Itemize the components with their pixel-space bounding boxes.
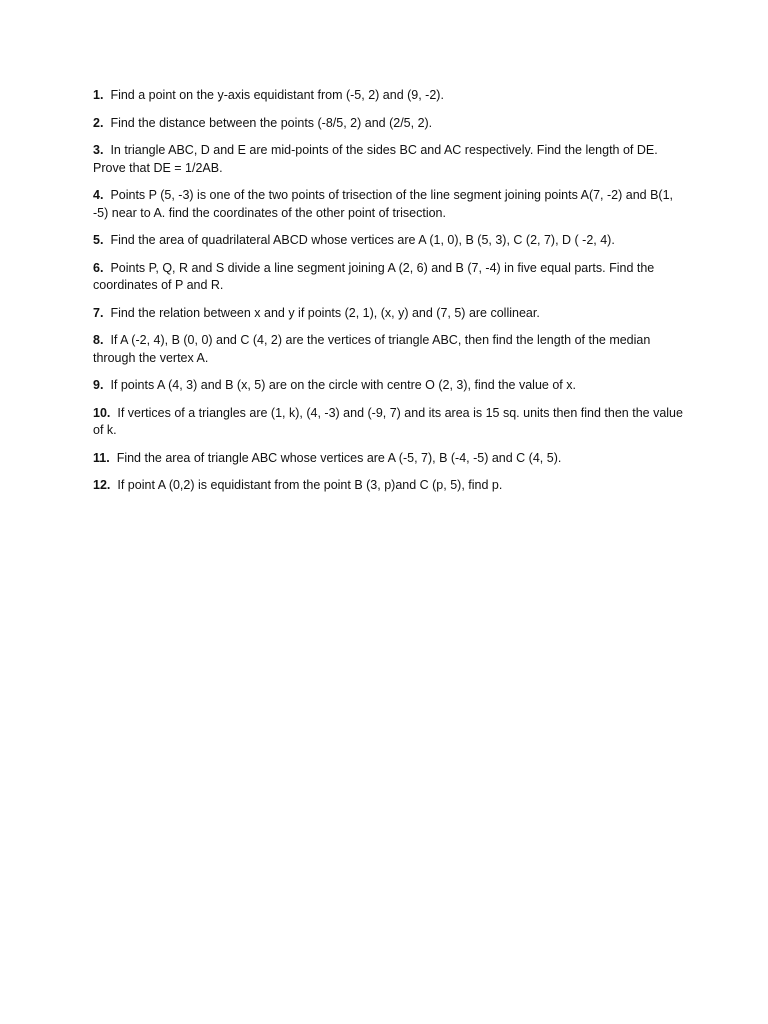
question-text: If A (-2, 4), B (0, 0) and C (4, 2) are the vertices of triangle ABC, then find the length of the median through the vertex A. (93, 333, 651, 365)
question-item (93, 187, 683, 222)
question-number: 1. (93, 88, 104, 102)
question-text: Find the area of quadrilateral ABCD whose vertices are A (1, 0), B (5, 3), C (2, 7), D ( -2, 4). (110, 233, 615, 247)
question-number: 4. (93, 188, 104, 202)
question-text: Find a point on the y-axis equidistant from (-5, 2) and (9, -2). (110, 88, 444, 102)
question-text: If vertices of a triangles are (1, k), (4, -3) and (-9, 7) and its area is 15 sq. units then find then the value of k. (93, 405, 683, 437)
question-number: 5. (93, 233, 104, 247)
question-list (93, 87, 683, 505)
question-text: Find the distance between the points (-8/5, 2) and (2/5, 2). (110, 115, 433, 130)
question-item (93, 305, 683, 323)
question-text: Points P (5, -3) is one of the two points of trisection of the line segment joining points A(7, -2) and B(1, -5) near to A. find the coordinates of the other point of trisection. (93, 188, 674, 220)
question-item (93, 477, 683, 495)
question-number: 10. (93, 405, 111, 420)
question-number: 7. (93, 305, 104, 320)
question-item (93, 260, 683, 295)
question-item (93, 332, 683, 367)
question-item (93, 142, 683, 177)
question-item (93, 115, 683, 133)
question-text: If points A (4, 3) and B (x, 5) are on the circle with centre O (2, 3), find the value of x. (110, 378, 576, 392)
question-item (93, 87, 683, 105)
question-text: In triangle ABC, D and E are mid-points of the sides BC and AC respectively. Find the length of DE. Prove that DE = 1/2AB. (93, 143, 658, 175)
question-number: 2. (93, 115, 104, 130)
question-item (93, 450, 683, 468)
question-text: Points P, Q, R and S divide a line segment joining A (2, 6) and B (7, -4) in five equal parts. Find the coordinates of P and R. (93, 260, 655, 292)
question-item (93, 405, 683, 440)
question-number: 3. (93, 143, 104, 157)
question-number: 12. (93, 478, 111, 492)
question-text: If point A (0,2) is equidistant from the point B (3, p)and C (p, 5), find p. (117, 478, 503, 492)
question-text: Find the area of triangle ABC whose vertices are A (-5, 7), B (-4, -5) and C (4, 5). (116, 450, 562, 465)
question-number: 9. (93, 378, 104, 392)
question-number: 6. (93, 260, 104, 275)
question-item (93, 377, 683, 395)
question-number: 8. (93, 333, 104, 347)
question-text: Find the relation between x and y if points (2, 1), (x, y) and (7, 5) are collinear. (110, 305, 540, 320)
question-item (93, 232, 683, 250)
question-number: 11. (93, 450, 110, 465)
